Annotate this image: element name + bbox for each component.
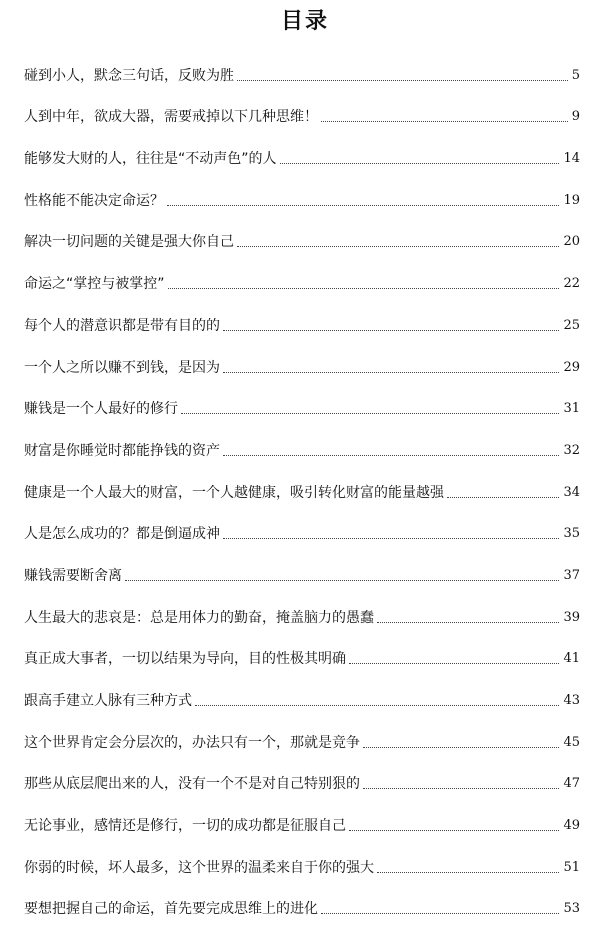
toc-entry[interactable] xyxy=(24,631,580,673)
toc-entry-title[interactable]: 无论事业，感情还是修行，一切的成功都是征服自己 xyxy=(24,818,346,835)
toc-entry[interactable] xyxy=(24,714,580,756)
toc-entry-title[interactable]: 解决一切问题的关键是强大你自己 xyxy=(24,234,234,251)
toc-entry-title[interactable]: 一个人之所以赚不到钱，是因为 xyxy=(24,359,220,376)
dot-leader xyxy=(167,205,559,206)
dot-leader xyxy=(349,663,559,664)
toc-entry[interactable] xyxy=(24,339,580,381)
dot-leader xyxy=(363,747,559,748)
toc-entry-title[interactable]: 你弱的时候，坏人最多，这个世界的温柔来自于你的强大 xyxy=(24,859,374,876)
toc-entry-page[interactable]: 43 xyxy=(563,693,580,708)
toc-entry-title[interactable]: 人是怎么成功的？都是倒逼成神 xyxy=(24,526,220,543)
toc-entry[interactable] xyxy=(24,547,580,589)
toc-entry[interactable] xyxy=(24,255,580,297)
toc-entry-page[interactable]: 9 xyxy=(571,109,580,125)
toc-entry[interactable] xyxy=(24,47,580,89)
dot-leader xyxy=(377,872,559,873)
dot-leader xyxy=(237,246,559,247)
table-of-contents xyxy=(24,47,580,922)
page-title: 目录 xyxy=(280,8,329,34)
toc-entry-page[interactable]: 53 xyxy=(563,901,580,917)
toc-entry-page[interactable]: 19 xyxy=(563,192,580,208)
toc-entry-title[interactable]: 赚钱需要断舍离 xyxy=(24,567,122,584)
dot-leader xyxy=(377,622,559,623)
toc-entry-title[interactable]: 健康是一个人最大的财富，一个人越健康，吸引转化财富的能量越强 xyxy=(24,484,444,501)
dot-leader xyxy=(237,80,568,81)
toc-entry-title[interactable]: 性格能不能决定命运？ xyxy=(24,192,164,209)
toc-entry[interactable] xyxy=(24,881,580,923)
toc-entry[interactable] xyxy=(24,422,580,464)
dot-leader xyxy=(321,913,559,914)
toc-entry-title[interactable]: 跟高手建立人脉有三种方式 xyxy=(24,693,192,709)
toc-entry-page[interactable]: 5 xyxy=(571,67,580,83)
dot-leader xyxy=(168,288,560,289)
toc-entry-page[interactable]: 45 xyxy=(563,734,580,750)
toc-entry-page[interactable]: 39 xyxy=(563,609,580,625)
toc-entry-page[interactable]: 35 xyxy=(563,526,580,542)
toc-entry-page[interactable]: 29 xyxy=(563,359,580,375)
toc-entry[interactable] xyxy=(24,172,580,214)
toc-entry-page[interactable]: 41 xyxy=(563,651,580,667)
toc-entry-title[interactable]: 每个人的潜意识都是带有目的的 xyxy=(24,317,220,334)
toc-entry[interactable] xyxy=(24,589,580,631)
toc-entry-page[interactable]: 32 xyxy=(563,442,580,458)
toc-entry-title[interactable]: 能够发大财的人，往往是“不动声色”的人 xyxy=(24,151,277,168)
dot-leader xyxy=(181,413,559,414)
toc-entry[interactable] xyxy=(24,464,580,506)
toc-entry-page[interactable]: 22 xyxy=(563,276,580,292)
dot-leader xyxy=(321,121,568,122)
toc-entry-page[interactable]: 51 xyxy=(563,859,580,875)
toc-entry-title[interactable]: 命运之“掌控与被掌控” xyxy=(24,276,165,293)
toc-entry-title[interactable]: 人生最大的悲哀是：总是用体力的勤奋，掩盖脑力的愚蠢 xyxy=(24,609,374,626)
toc-entry-page[interactable]: 25 xyxy=(563,317,580,333)
toc-entry-page[interactable]: 47 xyxy=(563,776,580,792)
toc-entry-page[interactable]: 49 xyxy=(563,818,580,834)
toc-entry-page[interactable]: 20 xyxy=(563,234,580,250)
dot-leader xyxy=(195,705,559,706)
toc-entry-page[interactable]: 34 xyxy=(563,484,580,500)
toc-entry-title[interactable]: 那些从底层爬出来的人，没有一个不是对自己特别狠的 xyxy=(24,776,360,793)
toc-entry[interactable] xyxy=(24,756,580,798)
toc-entry-title[interactable]: 人到中年，欲成大器，需要戒掉以下几种思维！ xyxy=(24,109,318,126)
dot-leader xyxy=(223,330,559,331)
toc-entry-title[interactable]: 要想把握自己的命运，首先要完成思维上的进化 xyxy=(24,901,318,918)
toc-entry-page[interactable]: 14 xyxy=(563,151,580,167)
dot-leader xyxy=(223,538,559,539)
toc-entry[interactable] xyxy=(24,89,580,131)
toc-entry-page[interactable]: 31 xyxy=(563,401,580,417)
toc-entry-title[interactable]: 碰到小人，默念三句话，反败为胜 xyxy=(24,67,234,84)
toc-entry-page[interactable]: 37 xyxy=(563,567,580,583)
toc-entry[interactable] xyxy=(24,381,580,423)
dot-leader xyxy=(223,455,559,456)
toc-entry-title[interactable]: 赚钱是一个人最好的修行 xyxy=(24,401,178,418)
dot-leader xyxy=(125,580,559,581)
dot-leader xyxy=(363,788,559,789)
toc-entry[interactable] xyxy=(24,506,580,548)
toc-entry[interactable] xyxy=(24,797,580,839)
dot-leader xyxy=(280,163,560,164)
toc-entry[interactable] xyxy=(24,214,580,256)
toc-entry-title[interactable]: 真正成大事者，一切以结果为导向，目的性极其明确 xyxy=(24,651,346,668)
dot-leader xyxy=(223,372,559,373)
toc-entry[interactable] xyxy=(24,839,580,881)
toc-entry-title[interactable]: 财富是你睡觉时都能挣钱的资产 xyxy=(24,442,220,459)
toc-entry[interactable] xyxy=(24,672,580,714)
toc-entry-title[interactable]: 这个世界肯定会分层次的，办法只有一个，那就是竞争 xyxy=(24,734,360,751)
dot-leader xyxy=(349,830,559,831)
dot-leader xyxy=(447,497,559,498)
toc-entry[interactable] xyxy=(24,297,580,339)
toc-entry[interactable] xyxy=(24,130,580,172)
